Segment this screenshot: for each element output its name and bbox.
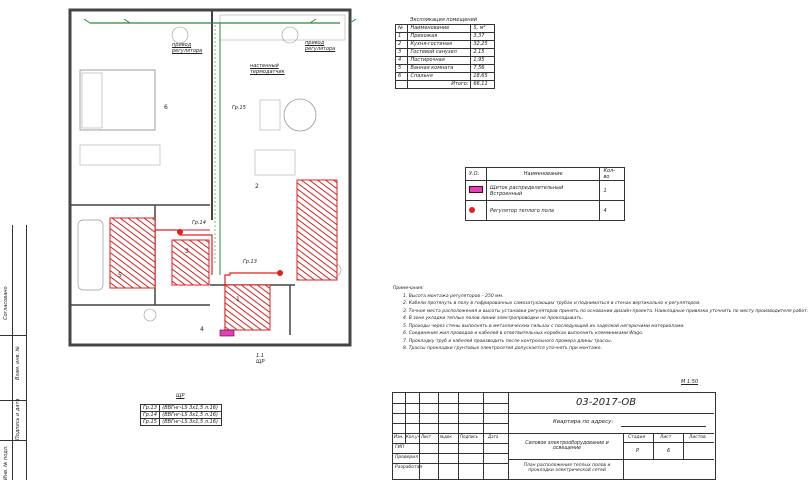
label-privod-2: привод регулятора [305,40,336,52]
shr-title: ЩР [176,393,185,399]
side-margin [0,225,27,480]
explication-table: № Наименование S, м² 1 Прихожая 3,37 2 Кухня-гостиная 32,25 3 Гостевой санузел 2,15 4 Постирочная 1,95 5 Ванная комната 7,56 6 Спальня 18,65 Итого: 66,11 [395,24,495,89]
scale-label: М 1:50 [681,379,699,385]
stamp-title: Силовое электрооборудование и освещение [525,441,609,451]
stamp-role: Разработал [395,465,423,470]
explication-title: Экспликация помещений [410,17,478,23]
shr-table [140,404,222,426]
note-item: 2. Кабели протянуть в полу в гофрированных самозатухающих трубах и подниматься в стенах вертикально к регулятором. [403,301,701,306]
room-number: 2 [255,183,259,190]
shr-label: 1.1 ЩР [256,353,265,365]
object-label: Квартира по адресу: [553,419,614,425]
stamp-role: Проверил [395,455,419,460]
legend-table: У.О. Наименование Кол-во Щиток распределительный Встроенный 1 Регулятор теплого пола 4 [465,167,625,221]
table-row: 3 Гостевой санузел 2,15 [396,49,495,57]
title-block: Изм. Кол.уч Лист №док Подпись Дата ГИП Проверил Разработал 03-2017-ОВ Квартира по адресу: Силовое электрооборудование и освещение План расположения теплых полов и прокладки электрической сетей Стадия Лист Листов Р 6 [392,392,716,480]
label-gr15: Гр.15 [232,105,246,111]
room-number: 3 [185,248,189,255]
note-item: 8. Трассы прокладки грунтовых электросетей допускается уточнять при монтаже. [403,346,603,351]
side-label-sign: Подпись и дата [15,398,21,440]
regulator-icon [469,207,475,213]
table-row: Регулятор теплого пола 4 [466,201,625,221]
table-row: Гр.14 (ВВГнг-LS 3х1,5 л.16) [141,412,222,419]
notes [393,286,808,354]
notes-title: Примечания: [393,286,424,291]
table-row: 1 Прихожая 3,37 [396,33,495,41]
note-item: 7. Прокладку труб и кабелей производить после контрольного промера длины трассы. [403,338,613,344]
label-gr14: Гр.14 [192,220,206,226]
label-gr13: Гр.13 [243,259,257,265]
side-label-agreed: Согласовано [3,286,9,320]
room-number: 5 [118,272,122,279]
stamp-role: ГИП [395,445,405,450]
note-item: 6. Соединения жил проводов и кабелей в ответвительных коробках выполнить клеммниками Wago. [403,331,644,336]
table-row: Гр.15 (ВВГнг-LS 3х1,5 л.16) [141,419,222,426]
table-row: Щиток распределительный Встроенный 1 [466,181,625,201]
table-row: 5 Ванная комната 7,56 [396,65,495,73]
label-nastenny: настенный термодатчик [250,63,285,75]
floor-plan [60,5,370,380]
table-row: 4 Постирочная 1,95 [396,57,495,65]
sheet-title: План расположения теплых полов и прокладки электрической сетей [523,463,611,473]
note-item: 4. В зоне укладки теплых полов линии электропроводки не прокладывать. [403,316,584,321]
table-row: 2 Кухня-гостиная 32,25 [396,41,495,49]
room-number: 6 [164,104,168,111]
note-item: 1. Высота монтажа регуляторов – 250 мм. [403,293,504,299]
room-number: 1 [236,296,240,303]
note-item: 3. Точное места расположения и высоты установки регуляторов принять по основании дизайн-проекта. Наикладные привязки уточнить по месту производителя работ. [403,308,808,314]
side-label-inv: Инв. № подл. [3,445,9,480]
table-row: 6 Спальня 18,65 [396,73,495,81]
doc-code: 03-2017-ОВ [576,397,637,408]
table-row: Гр.13 (ВВГнг-LS 3х1,5 л.16) [141,405,222,412]
note-item: 5. Проходы через стены выполнять в металлических гильзах с последующей их заделкой негорючими материалами. [403,323,685,329]
room-number: 4 [200,326,204,333]
panel-icon [469,186,483,193]
side-label-vzam: Взам. инв. № [15,346,21,380]
label-privod-1: привод регулятора [172,42,203,54]
